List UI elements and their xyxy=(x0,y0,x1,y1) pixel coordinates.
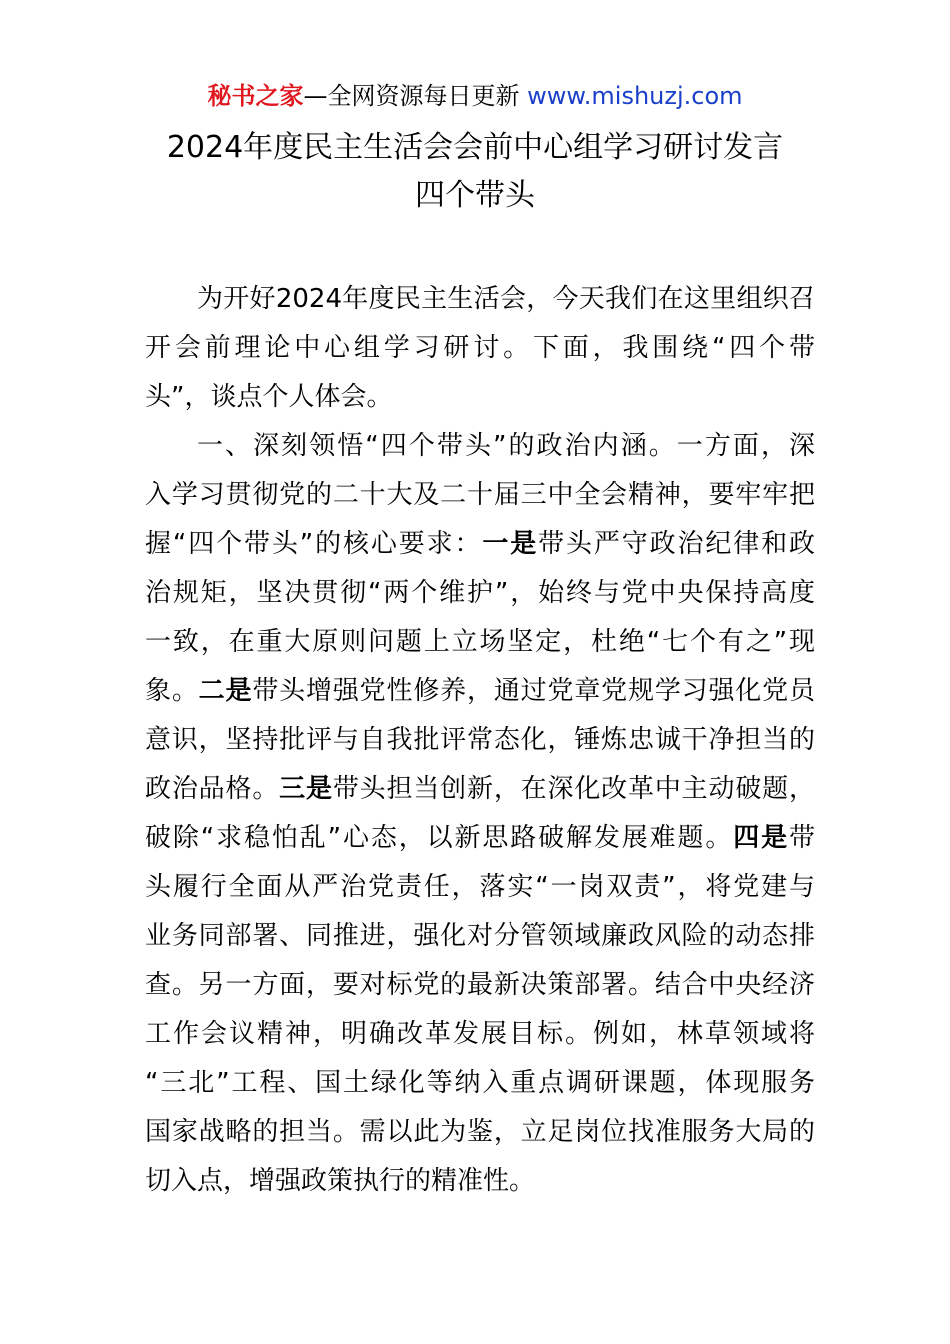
bold-marker: 二是 xyxy=(198,676,253,706)
bold-marker: 一是 xyxy=(482,529,539,559)
text-run: 带头增强党性修养，通过党章党规学习强化党员 xyxy=(252,676,815,706)
document-title: 2024年度民主生活会会前中心组学习研讨发言 xyxy=(166,130,784,165)
paragraph-line: 切入点，增强政策执行的精准性。 xyxy=(145,1166,536,1196)
site-header xyxy=(0,80,950,112)
paragraph-line: 工作会议精神，明确改革发展目标。例如，林草领域将 xyxy=(145,1019,815,1049)
paragraph-line: 一致，在重大原则问题上立场坚定，杜绝“七个有之”现 xyxy=(145,627,815,657)
site-tagline: —全网资源每日更新 xyxy=(303,82,528,110)
paragraph-line: 头履行全面从严治党责任，落实“一岗双责”，将党建与 xyxy=(145,872,815,902)
text-run: 带头严守政治纪律和政 xyxy=(538,529,815,559)
paragraph-line xyxy=(145,771,815,807)
paragraph-line xyxy=(145,673,815,709)
paragraph-line: 为开好2024年度民主生活会，今天我们在这里组织召 xyxy=(197,284,815,314)
text-run: 政治品格。 xyxy=(145,774,280,804)
text-run: 握“四个带头”的核心要求： xyxy=(145,529,483,559)
site-url[interactable]: www.mishuzj.com xyxy=(527,82,743,110)
paragraph-line xyxy=(145,526,815,562)
paragraph-line: 国家战略的担当。需以此为鉴，立足岗位找准服务大局的 xyxy=(145,1117,815,1147)
paragraph-line: 开会前理论中心组学习研讨。下面，我围绕“四个带 xyxy=(145,333,815,363)
text-run: 带头担当创新，在深化改革中主动破题， xyxy=(332,774,815,804)
paragraph-line: 意识，坚持批评与自我批评常态化，锤炼忠诚干净担当的 xyxy=(145,725,815,755)
site-brand: 秘书之家 xyxy=(207,82,304,110)
text-run: 象。 xyxy=(145,676,199,706)
text-run: 带 xyxy=(788,823,815,853)
paragraph-line: 治规矩，坚决贯彻“两个维护”，始终与党中央保持高度 xyxy=(145,578,815,608)
bold-marker: 四是 xyxy=(733,823,789,853)
paragraph-line: 查。另一方面，要对标党的最新决策部署。结合中央经济 xyxy=(145,970,815,1000)
bold-marker: 三是 xyxy=(279,774,333,804)
paragraph-line: 业务同部署、同推进，强化对分管领域廉政风险的动态排 xyxy=(145,921,815,951)
paragraph-line: “三北”工程、国土绿化等纳入重点调研课题，体现服务 xyxy=(145,1068,815,1098)
paragraph-line xyxy=(145,820,815,856)
document-subtitle: 四个带头 xyxy=(415,178,535,213)
paragraph-line: 头”，谈点个人体会。 xyxy=(145,382,393,412)
paragraph-line: 一、深刻领悟“四个带头”的政治内涵。一方面，深 xyxy=(197,431,815,461)
text-run: 破除“求稳怕乱”心态，以新思路破解发展难题。 xyxy=(145,823,734,853)
paragraph-line: 入学习贯彻党的二十大及二十届三中全会精神，要牢牢把 xyxy=(145,480,815,510)
